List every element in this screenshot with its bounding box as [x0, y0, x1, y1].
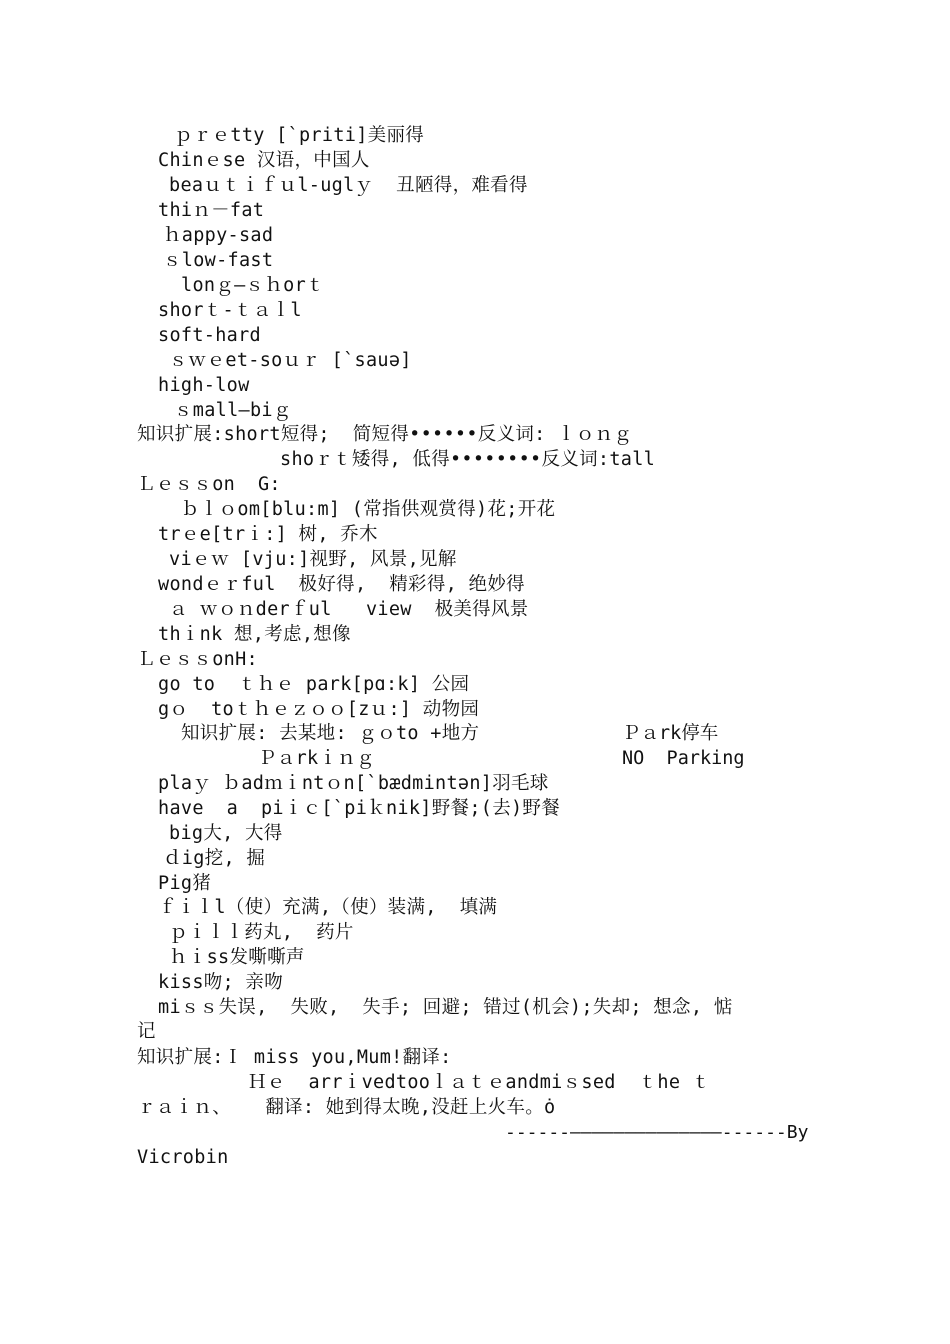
text-line: trｅe[trｉ:] 树, 乔木: [158, 524, 378, 545]
text-line: ｓlow-fast: [163, 250, 274, 271]
text-line: ｂｌｏom[blu:m] (常指供观赏得)花;开花: [181, 499, 556, 520]
text-line: thiｎ－fat: [158, 200, 265, 221]
text-line: shoｒｔ矮得, 低得••••••••反义词:tall: [280, 449, 656, 470]
text-line: ａ ｗｏｎderｆul view 极美得风景: [169, 599, 529, 620]
text-line: high-low: [158, 375, 250, 396]
signature-rule: ------——————————————------By: [505, 1122, 809, 1143]
lesson-heading: ＬｅｓｓonH:: [137, 649, 258, 670]
text-line: Chinｅse 汉语，中国人: [158, 150, 370, 171]
text-line: gｏ toｔｈｅｚｏｏ[zｕ:] 动物园: [158, 699, 480, 720]
text-line: wondｅｒful 极好得, 精彩得, 绝妙得: [158, 574, 525, 595]
text-line: viｅｗ [vju:]视野, 风景,见解: [169, 549, 457, 570]
text-line: ｐｉｌｌ药丸, 药片: [169, 922, 354, 943]
lesson-heading: Ｌｅｓｓon G:: [137, 474, 281, 495]
text-line: 知识扩展:short短得; 简短得••••••反义词: ｌｏｎｇ: [137, 424, 633, 445]
text-line: Ｈｅ arrｉvedtooｌａｔｅandmiｓsed ｔhe ｔ: [248, 1072, 711, 1093]
text-line: Pig猪: [158, 873, 212, 894]
text-line: Ｐａrk停车: [622, 723, 719, 744]
text-line: big大, 大得: [169, 823, 283, 844]
text-line: thｉnk 想,考虑,想像: [158, 624, 351, 645]
text-line: soft-hard: [158, 325, 261, 346]
text-line: 知识扩展: 去某地: ｇｏto +地方: [181, 723, 480, 744]
text-line: miｓｓ失误, 失败, 失手; 回避; 错过(机会);失却; 想念, 惦: [158, 997, 733, 1018]
text-line: NO Parking: [622, 748, 745, 769]
text-line: ｄig挖, 掘: [163, 848, 266, 869]
text-line: beaｕｔｉｆｕl-uglｙ 丑陋得，难看得: [169, 175, 528, 196]
text-line: ｈappy-sad: [163, 225, 274, 246]
text-line: go to ｔｈｅ park[pɑ:k] 公园: [158, 674, 470, 695]
text-line: ｈｉss发嘶嘶声: [169, 947, 305, 968]
text-line: 记: [137, 1021, 156, 1042]
text-line: ｓmall—biｇ: [174, 400, 292, 421]
text-line: 知识扩展:Ｉ miss you,Mum!翻译:: [137, 1047, 452, 1068]
text-line: have a piｉｃ[`piｋnik]野餐;(去)野餐: [158, 798, 561, 819]
text-line: lonｇ—ｓｈorｔ: [181, 275, 325, 296]
text-line: ｐｒｅtty [`priti]美丽得: [174, 125, 425, 146]
text-line: plaｙ ｂadｍｉntｏn[`bædmintən]羽毛球: [158, 773, 549, 794]
text-line: shorｔ-ｔａｌl: [158, 300, 302, 321]
text-line: kiss吻; 亲吻: [158, 972, 284, 993]
author-name: Vicrobin: [137, 1147, 229, 1168]
text-line: ｒａｉｎ、 翻译: 她到得太晚,没赶上火车。ȯ: [137, 1097, 556, 1118]
text-line: ｆｉｌl（使）充满,（使）装满, 填满: [158, 897, 498, 918]
text-line: Ｐａrkｉｎｇ: [258, 748, 375, 769]
text-line: ｓｗｅet-soｕｒ [`sauə]: [169, 350, 412, 371]
